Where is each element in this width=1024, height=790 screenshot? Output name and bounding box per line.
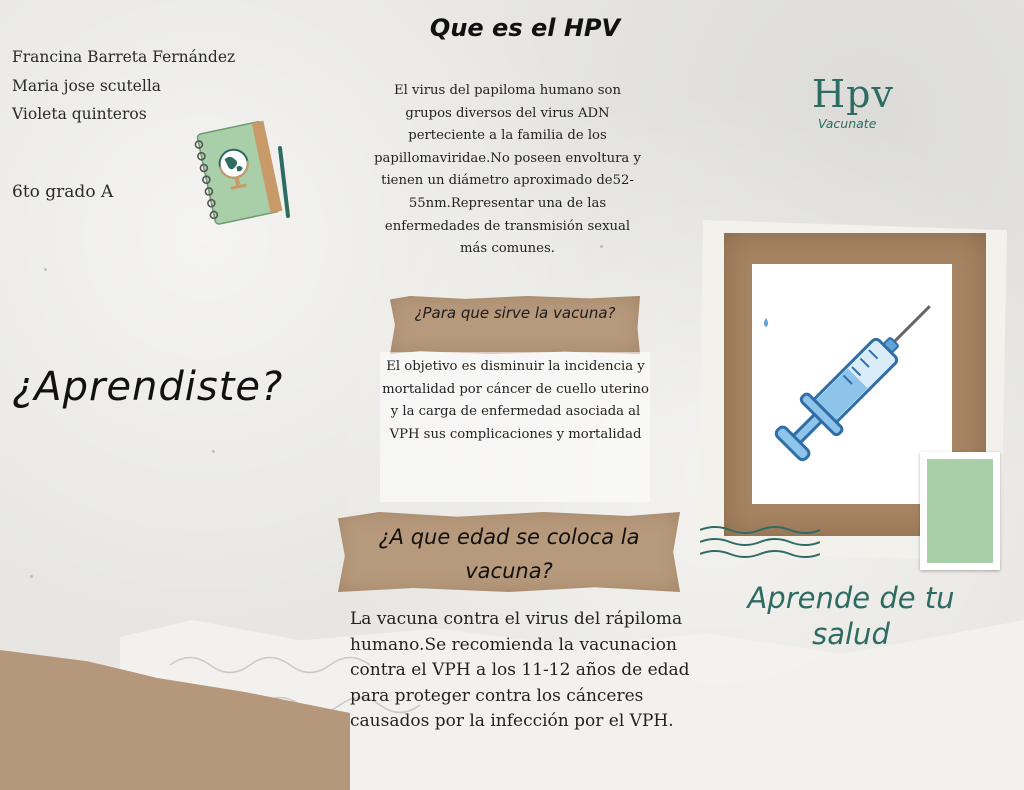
paper-speck [44, 268, 47, 271]
paper-speck [30, 575, 33, 578]
author-name: Violeta quinteros [12, 105, 147, 123]
hpv-logo-subtitle: Vacunate [818, 116, 877, 131]
hpv-logo: Hpv [812, 72, 894, 116]
edad-vacuna-title: ¿A que edad se coloca la vacuna? [378, 525, 640, 583]
vaccine-purpose-text: El objetivo es disminuir la incidencia y mortalidad por cáncer de cuello uterino y la carga de enfermedad asociada al VPH sus complicaciones y mortalidad [382, 359, 649, 442]
stamp-face [927, 459, 993, 563]
paper-speck [212, 450, 215, 453]
author-list [12, 43, 235, 129]
que-es-hpv-title: Que es el HPV [429, 14, 621, 42]
hpv-definition-text: El virus del papiloma humano son grupos diversos del virus ADN perteciente a la familia de los papillomaviridae.No poseen envoltura y tienen un diámetro aproximado de52-55nm.Representar una de las enfermedades de transmisión sexual más comunes. [374, 83, 641, 257]
vaccine-age-text: La vacuna contra el virus del rápiloma humano.Se recomienda la vacunacion contra el VPH a los 11-12 años de edad para proteger contra los cánceres causados por la infección por el VPH. [350, 609, 690, 731]
notebook-globe-icon [188, 118, 298, 230]
author-name: Maria jose scutella [12, 76, 162, 95]
aprendiste-heading: ¿Aprendiste? [12, 364, 284, 410]
para-que-sirve-title: ¿Para que sirve la vacuna? [414, 304, 616, 322]
aprende-tagline: Aprende de tu salud [747, 581, 955, 651]
author-name: Francina Barreta Fernández [12, 48, 236, 66]
postage-stamp-icon [920, 452, 1000, 570]
postmark-lines [700, 520, 820, 570]
grade-label: 6to grado A [12, 182, 114, 202]
